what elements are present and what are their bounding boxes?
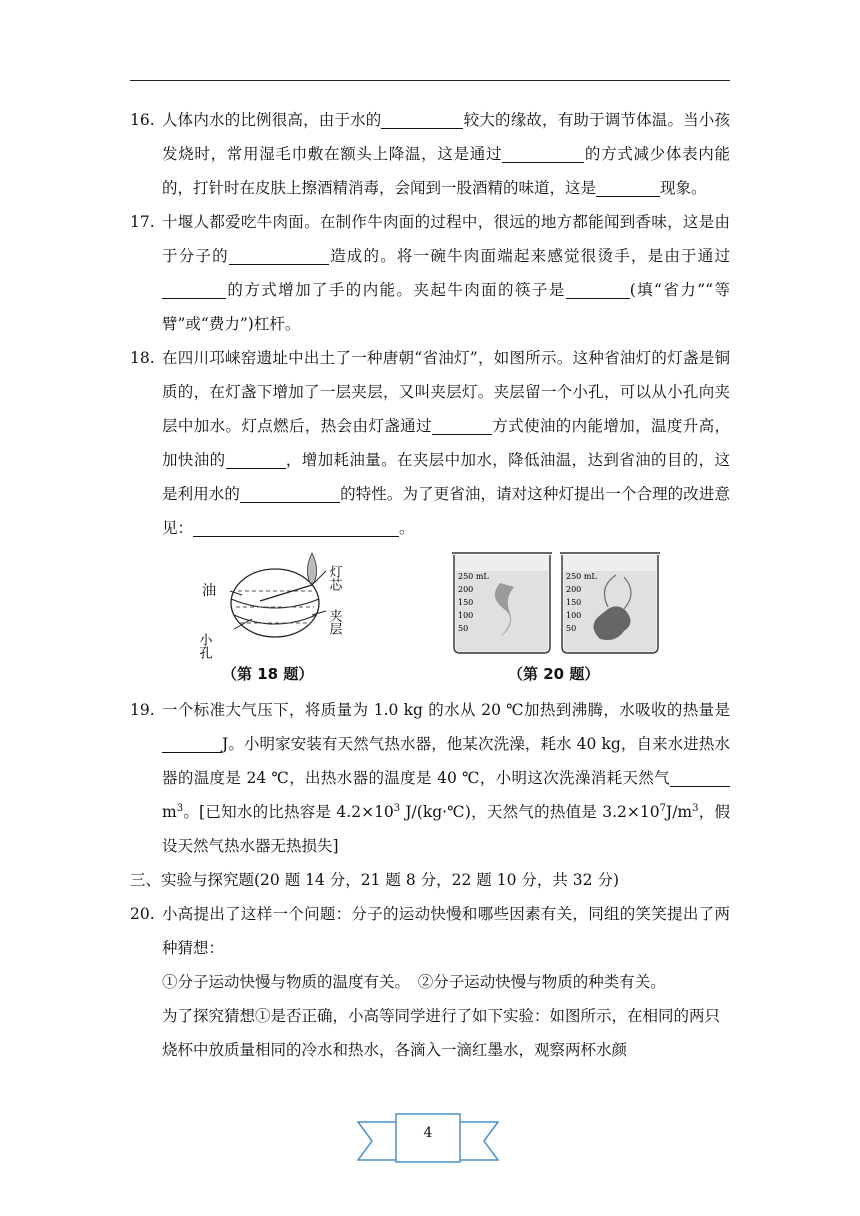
label-wick: 灯芯 xyxy=(326,565,342,591)
superscript: 3 xyxy=(692,802,699,814)
tick-50: 50 xyxy=(458,624,469,633)
q19-text-5: J/m xyxy=(666,803,693,821)
oil-lamp-figure xyxy=(196,551,370,661)
answer-blank[interactable] xyxy=(162,730,222,753)
figures-row xyxy=(130,545,730,693)
question-number: 20. xyxy=(130,905,155,923)
tick-250: 250 mL xyxy=(566,572,597,581)
q19-text-6: ，假设天然气热水器无热损失] xyxy=(162,803,730,855)
tick-250: 250 mL xyxy=(458,572,489,581)
question-number: 18. xyxy=(130,349,155,367)
answer-blank[interactable] xyxy=(162,276,226,299)
superscript: 3 xyxy=(393,802,401,814)
q18-text-5: 。 xyxy=(399,519,415,537)
answer-blank[interactable] xyxy=(193,514,399,537)
label-oil: 油 xyxy=(202,583,216,599)
question-number: 16. xyxy=(130,111,155,129)
tick-200: 200 xyxy=(458,585,474,594)
answer-blank[interactable] xyxy=(226,446,286,469)
q17-text-2: 造成的。将一碗牛肉面端起来感觉很烫手，是由于通过 xyxy=(328,247,730,265)
question-17 xyxy=(130,205,730,341)
page-content xyxy=(130,103,730,1067)
q19-text-3: 。[已知水的比热容是 4.2×10 xyxy=(183,803,394,821)
question-16 xyxy=(130,103,730,205)
answer-blank[interactable] xyxy=(670,764,730,787)
q16-text-4: 现象。 xyxy=(660,179,707,197)
answer-blank[interactable] xyxy=(502,140,584,163)
label-hole: 小孔 xyxy=(196,633,212,659)
answer-blank[interactable] xyxy=(566,276,630,299)
q18-text-3: ，增加耗油量。在夹层中加水，降低油温，达到省油的目的，这是利用水的 xyxy=(162,451,730,503)
figure-18-caption: （第 18 题） xyxy=(222,665,314,683)
q16-text-1: 人体内水的比例很高，由于水的 xyxy=(162,111,382,129)
q16-text-3: 的方式减少体表内能的，打针时在皮肤上擦酒精消毒，会闻到一股酒精的味道，这是 xyxy=(162,145,730,197)
q18-text-2: 方式使油的内能增加，温度升高，加快油的 xyxy=(162,417,730,469)
tick-100: 100 xyxy=(458,611,474,620)
question-19 xyxy=(130,693,730,863)
tick-200: 200 xyxy=(566,585,582,594)
q20-hypotheses: ①分子运动快慢与物质的温度有关。 ②分子运动快慢与物质的种类有关。 xyxy=(162,973,666,991)
question-number: 19. xyxy=(130,701,155,719)
q17-text-4: (填“省力”“等臂”或“费力”)杠杆。 xyxy=(162,281,730,333)
question-number: 17. xyxy=(130,213,155,231)
superscript: 7 xyxy=(659,802,666,814)
q17-text-3: 的方式增加了手的内能。夹起牛肉面的筷子是 xyxy=(226,281,566,299)
header-rule xyxy=(130,80,730,81)
tick-100: 100 xyxy=(566,611,582,620)
q19-unit-m: m xyxy=(162,803,177,821)
question-18 xyxy=(130,341,730,545)
beakers-figure xyxy=(448,547,734,659)
superscript: 3 xyxy=(176,802,184,814)
page-number: 4 xyxy=(423,1125,433,1141)
q19-text-1: 一个标准大气压下，将质量为 1.0 kg 的水从 20 ℃加热到沸腾，水吸收的热量是 xyxy=(162,701,730,719)
q19-text-4: J/(kg·℃)，天然气的热值是 3.2×10 xyxy=(400,803,660,821)
answer-blank[interactable] xyxy=(229,242,329,265)
tick-150: 150 xyxy=(458,598,474,607)
q17-text-1: 十堰人都爱吃牛肉面。在制作牛肉面的过程中，很远的地方都能闻到香味，这是由于分子的 xyxy=(162,213,730,265)
tick-150: 150 xyxy=(566,598,582,607)
q16-text-2: 较大的缘故，有助于调节体温。当小孩发烧时，常用湿毛巾敷在额头上降温，这是通过 xyxy=(162,111,730,163)
q19-text-2: J。小明家安装有天然气热水器，他某次洗澡，耗水 40 kg，自来水进热水器的温度是 24 ℃，出热水器的温度是 40 ℃，小明这次洗澡消耗天然气 xyxy=(162,735,730,787)
tick-50: 50 xyxy=(566,624,577,633)
answer-blank[interactable] xyxy=(240,480,340,503)
question-20 xyxy=(130,897,730,965)
label-layer: 夹层 xyxy=(326,609,342,635)
answer-blank[interactable] xyxy=(596,174,660,197)
q18-text-4: 的特性。为了更省油，请对这种灯提出一个合理的改进意见： xyxy=(162,485,730,537)
figure-20-caption: （第 20 题） xyxy=(508,665,600,683)
section-3-heading: 三、实验与探究题(20 题 14 分，21 题 8 分，22 题 10 分，共 32 分) xyxy=(130,871,619,889)
q20-text-1: 小高提出了这样一个问题：分子的运动快慢和哪些因素有关，同组的笑笑提出了两种猜想： xyxy=(162,905,730,957)
answer-blank[interactable] xyxy=(381,106,463,129)
answer-blank[interactable] xyxy=(432,412,492,435)
q20-text-2: 为了探究猜想①是否正确，小高等同学进行了如下实验：如图所示，在相同的两只烧杯中放质量相同的冷水和热水，各滴入一滴红墨水，观察两杯水颜 xyxy=(162,1007,721,1059)
q18-text-1: 在四川邛崃窑遗址中出土了一种唐朝“省油灯”，如图所示。这种省油灯的灯盏是铜质的，在灯盏下增加了一层夹层，又叫夹层灯。夹层留一个小孔，可以从小孔向夹层中加水。灯点燃后，热会由灯盏通过 xyxy=(162,349,730,435)
